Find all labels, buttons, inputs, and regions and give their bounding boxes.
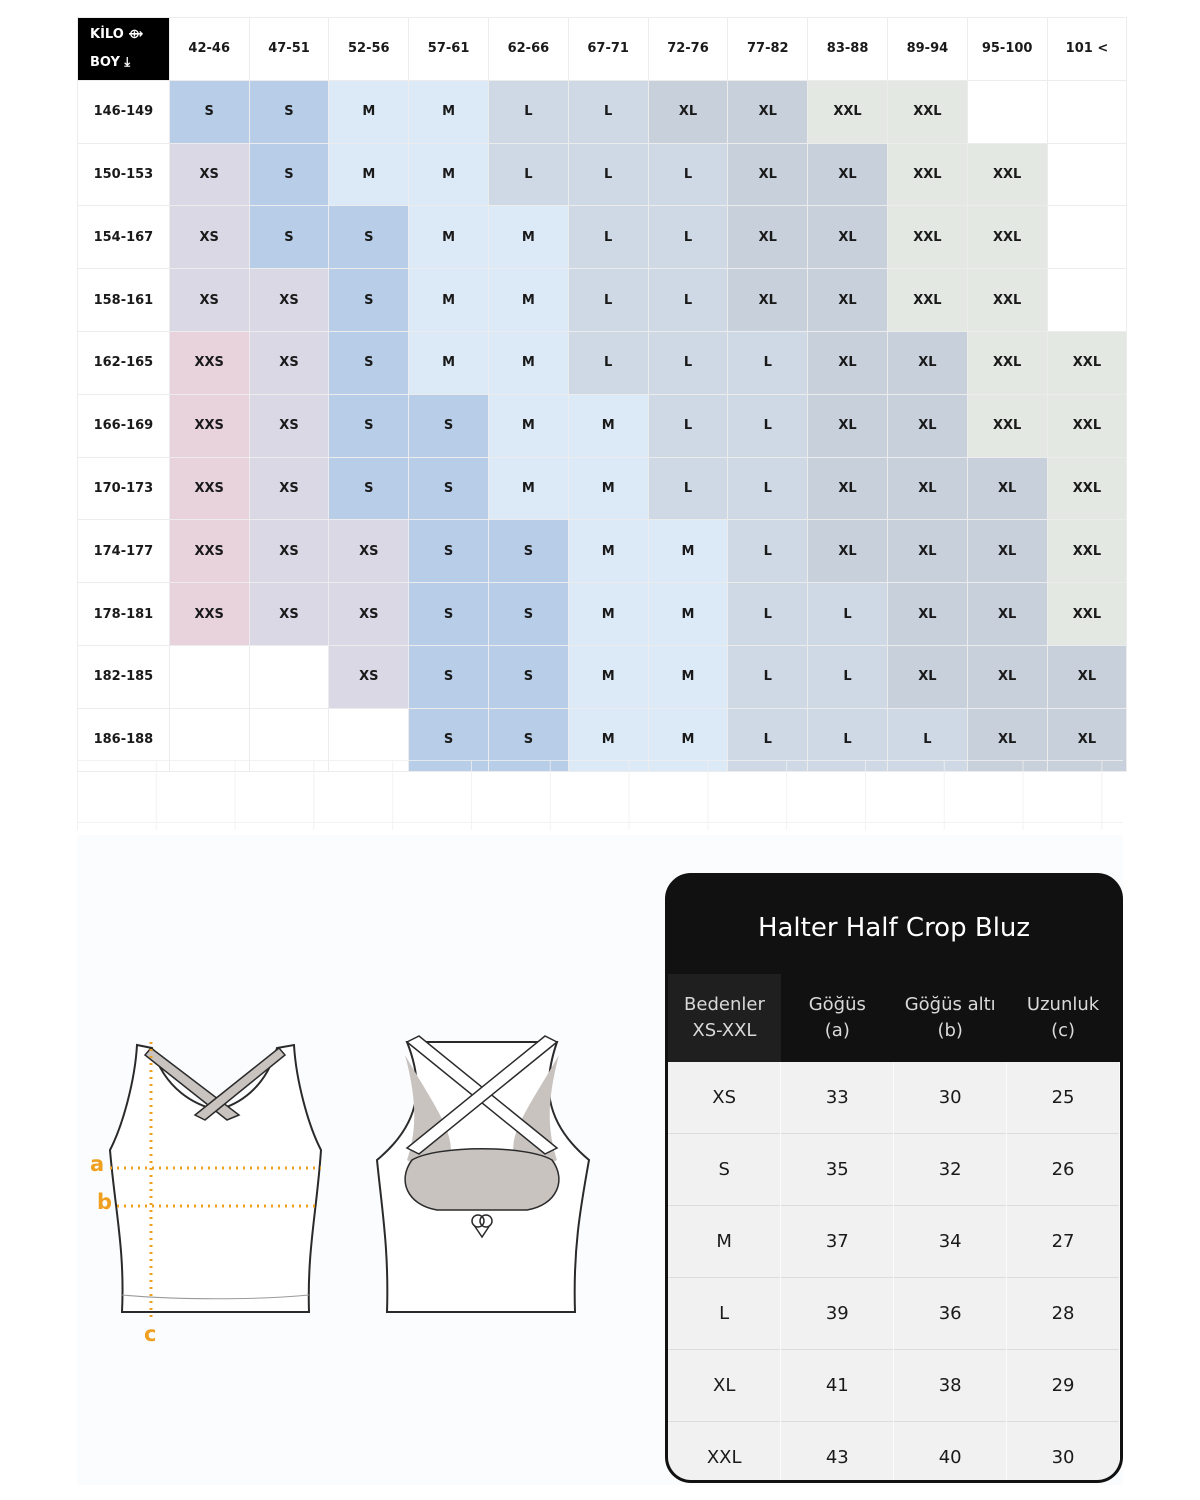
size-cell: L bbox=[728, 583, 808, 646]
size-cell: XL bbox=[967, 708, 1047, 771]
size-cell: XXL bbox=[1047, 457, 1127, 520]
weight-column-header: 89-94 bbox=[887, 18, 967, 81]
measurement-cell-a: 39 bbox=[781, 1278, 894, 1350]
size-cell: M bbox=[568, 457, 648, 520]
size-cell: M bbox=[648, 645, 728, 708]
size-cell: L bbox=[728, 520, 808, 583]
size-cell: M bbox=[409, 269, 489, 332]
grid-row bbox=[78, 331, 1127, 394]
size-cell: XXL bbox=[1047, 331, 1127, 394]
measurement-cell-a: 41 bbox=[781, 1350, 894, 1422]
size-cell: XL bbox=[728, 269, 808, 332]
size-grid bbox=[77, 17, 1127, 772]
measurement-row bbox=[668, 1422, 1120, 1484]
size-cell: XL bbox=[887, 645, 967, 708]
size-cell: XXL bbox=[1047, 520, 1127, 583]
measurement-row bbox=[668, 1062, 1120, 1134]
size-cell: XL bbox=[967, 457, 1047, 520]
measurement-column-header bbox=[668, 974, 781, 1062]
measurement-cell-c: 28 bbox=[1007, 1278, 1120, 1350]
size-cell: XL bbox=[728, 143, 808, 206]
size-cell: XL bbox=[808, 457, 888, 520]
measurement-cell-b: 38 bbox=[894, 1350, 1007, 1422]
kilo-label: KİLO ⟴ bbox=[90, 26, 144, 42]
size-cell: L bbox=[568, 206, 648, 269]
height-row-label: 182-185 bbox=[78, 645, 170, 708]
measurement-cell-b: 34 bbox=[894, 1206, 1007, 1278]
size-cell: S bbox=[409, 457, 489, 520]
size-cell: XS bbox=[249, 394, 329, 457]
height-row-label: 166-169 bbox=[78, 394, 170, 457]
size-cell: XL bbox=[728, 80, 808, 143]
measurement-cell-b: 40 bbox=[894, 1422, 1007, 1484]
size-cell: S bbox=[329, 394, 409, 457]
size-cell: L bbox=[808, 583, 888, 646]
size-cell: XL bbox=[808, 331, 888, 394]
size-cell: XS bbox=[329, 583, 409, 646]
height-row-label: 150-153 bbox=[78, 143, 170, 206]
header-line-1: Göğüs bbox=[808, 994, 866, 1015]
size-cell: M bbox=[409, 331, 489, 394]
size-cell: L bbox=[648, 331, 728, 394]
size-cell: S bbox=[249, 206, 329, 269]
size-cell: L bbox=[728, 708, 808, 771]
size-cell: S bbox=[409, 583, 489, 646]
size-cell: XL bbox=[967, 520, 1047, 583]
grid-row bbox=[78, 457, 1127, 520]
measurement-row bbox=[668, 1206, 1120, 1278]
size-cell bbox=[1047, 80, 1127, 143]
height-row-label: 154-167 bbox=[78, 206, 170, 269]
weight-column-header: 72-76 bbox=[648, 18, 728, 81]
size-cell: M bbox=[488, 394, 568, 457]
measurement-cell-c: 25 bbox=[1007, 1062, 1120, 1134]
size-cell: XL bbox=[967, 645, 1047, 708]
grid-row bbox=[78, 206, 1127, 269]
size-cell: S bbox=[329, 269, 409, 332]
measurement-cell-c: 30 bbox=[1007, 1422, 1120, 1484]
size-cell: XL bbox=[808, 206, 888, 269]
grid-row bbox=[78, 80, 1127, 143]
weight-column-header: 57-61 bbox=[409, 18, 489, 81]
header-line-2: XS-XXL bbox=[692, 1020, 757, 1041]
size-cell: XS bbox=[249, 269, 329, 332]
size-cell: M bbox=[568, 394, 648, 457]
grid-corner-label bbox=[78, 18, 170, 81]
measurement-header-row bbox=[668, 974, 1120, 1062]
measurement-card bbox=[665, 873, 1123, 1483]
size-cell bbox=[1047, 143, 1127, 206]
size-cell: XXS bbox=[169, 331, 249, 394]
measurement-row bbox=[668, 1350, 1120, 1422]
size-cell: L bbox=[568, 331, 648, 394]
size-cell: XL bbox=[728, 206, 808, 269]
measurement-cell-c: 27 bbox=[1007, 1206, 1120, 1278]
weight-column-header: 83-88 bbox=[808, 18, 888, 81]
measurement-cell-a: 37 bbox=[781, 1206, 894, 1278]
size-cell: XS bbox=[249, 331, 329, 394]
weight-column-header: 95-100 bbox=[967, 18, 1047, 81]
measurement-cell-size: XS bbox=[668, 1062, 781, 1134]
grid-header-row bbox=[78, 18, 1127, 81]
header-line-2: (b) bbox=[937, 1020, 963, 1041]
size-cell: XS bbox=[169, 143, 249, 206]
size-cell: M bbox=[648, 520, 728, 583]
size-cell: XL bbox=[887, 520, 967, 583]
size-cell: S bbox=[488, 583, 568, 646]
size-cell: XXS bbox=[169, 520, 249, 583]
height-row-label: 186-188 bbox=[78, 708, 170, 771]
measurement-row bbox=[668, 1278, 1120, 1350]
height-row-label: 162-165 bbox=[78, 331, 170, 394]
size-cell: M bbox=[568, 520, 648, 583]
size-cell: S bbox=[488, 520, 568, 583]
size-cell: XXS bbox=[169, 457, 249, 520]
measurement-column-header bbox=[894, 974, 1007, 1062]
size-cell bbox=[169, 645, 249, 708]
size-cell bbox=[967, 80, 1047, 143]
measurement-cell-a: 35 bbox=[781, 1134, 894, 1206]
size-cell: M bbox=[568, 708, 648, 771]
size-cell: M bbox=[409, 143, 489, 206]
measurement-cell-b: 36 bbox=[894, 1278, 1007, 1350]
size-cell: M bbox=[488, 331, 568, 394]
size-cell: L bbox=[808, 645, 888, 708]
measure-label-c: c bbox=[144, 1322, 157, 1346]
size-cell: XXL bbox=[967, 331, 1047, 394]
size-cell: S bbox=[488, 645, 568, 708]
size-cell: M bbox=[568, 645, 648, 708]
size-cell: L bbox=[488, 143, 568, 206]
measurement-cell-b: 32 bbox=[894, 1134, 1007, 1206]
size-cell: XS bbox=[329, 645, 409, 708]
header-line-1: Uzunluk bbox=[1026, 994, 1100, 1015]
size-cell: M bbox=[409, 206, 489, 269]
size-cell: XXL bbox=[967, 269, 1047, 332]
size-cell: XS bbox=[169, 206, 249, 269]
header-line-1: Bedenler bbox=[684, 994, 765, 1015]
size-cell: M bbox=[648, 583, 728, 646]
size-cell: S bbox=[409, 645, 489, 708]
size-cell: XL bbox=[648, 80, 728, 143]
measurement-column-header bbox=[781, 974, 894, 1062]
size-cell: XL bbox=[887, 394, 967, 457]
measurement-column-header bbox=[1007, 974, 1120, 1062]
grid-empty-area bbox=[77, 760, 1123, 830]
size-cell: L bbox=[648, 394, 728, 457]
size-cell: XS bbox=[249, 457, 329, 520]
size-cell: S bbox=[329, 331, 409, 394]
size-cell: L bbox=[728, 394, 808, 457]
grid-row bbox=[78, 520, 1127, 583]
height-row-label: 178-181 bbox=[78, 583, 170, 646]
measurement-cell-size: M bbox=[668, 1206, 781, 1278]
height-row-label: 146-149 bbox=[78, 80, 170, 143]
size-cell: M bbox=[329, 80, 409, 143]
header-line-2: (c) bbox=[1051, 1020, 1076, 1041]
size-cell: XL bbox=[1047, 645, 1127, 708]
weight-column-header: 47-51 bbox=[249, 18, 329, 81]
garment-diagram bbox=[77, 1020, 637, 1350]
size-cell: XS bbox=[329, 520, 409, 583]
size-cell: M bbox=[409, 80, 489, 143]
size-cell: L bbox=[728, 331, 808, 394]
back-view bbox=[377, 1036, 589, 1312]
height-row-label: 174-177 bbox=[78, 520, 170, 583]
height-row-label: 158-161 bbox=[78, 269, 170, 332]
size-cell: L bbox=[648, 457, 728, 520]
size-cell: XXS bbox=[169, 394, 249, 457]
product-title: Halter Half Crop Bluz bbox=[757, 913, 1031, 943]
size-cell: XXL bbox=[967, 394, 1047, 457]
grid-row bbox=[78, 394, 1127, 457]
size-cell: XL bbox=[808, 520, 888, 583]
size-cell: XXS bbox=[169, 583, 249, 646]
size-cell: L bbox=[648, 143, 728, 206]
size-cell: XXL bbox=[1047, 583, 1127, 646]
size-cell: XL bbox=[808, 394, 888, 457]
size-cell: XXL bbox=[1047, 394, 1127, 457]
grid-row bbox=[78, 269, 1127, 332]
size-cell: M bbox=[648, 708, 728, 771]
size-cell: XL bbox=[808, 143, 888, 206]
size-cell: XL bbox=[967, 583, 1047, 646]
header-line-1: Göğüs altı bbox=[904, 994, 996, 1015]
size-cell: L bbox=[648, 206, 728, 269]
size-cell: S bbox=[409, 708, 489, 771]
measurement-cell-a: 33 bbox=[781, 1062, 894, 1134]
size-cell: XL bbox=[1047, 708, 1127, 771]
measurement-cell-c: 26 bbox=[1007, 1134, 1120, 1206]
measurement-cell-b: 30 bbox=[894, 1062, 1007, 1134]
weight-column-header: 62-66 bbox=[488, 18, 568, 81]
size-cell: XXL bbox=[967, 206, 1047, 269]
size-cell: XL bbox=[887, 457, 967, 520]
size-cell bbox=[249, 645, 329, 708]
measure-label-a: a bbox=[90, 1152, 105, 1176]
measurement-cell-a: 43 bbox=[781, 1422, 894, 1484]
size-cell bbox=[1047, 206, 1127, 269]
size-cell: XS bbox=[249, 520, 329, 583]
size-cell bbox=[1047, 269, 1127, 332]
size-cell: XS bbox=[249, 583, 329, 646]
front-view bbox=[110, 1042, 321, 1320]
measurement-row bbox=[668, 1134, 1120, 1206]
weight-column-header: 52-56 bbox=[329, 18, 409, 81]
weight-column-header: 67-71 bbox=[568, 18, 648, 81]
size-cell: L bbox=[728, 457, 808, 520]
size-cell: XXL bbox=[887, 80, 967, 143]
size-cell: S bbox=[249, 143, 329, 206]
weight-column-header: 101 < bbox=[1047, 18, 1127, 81]
size-cell: L bbox=[648, 269, 728, 332]
size-cell: XXL bbox=[887, 143, 967, 206]
measurement-cell-size: XXL bbox=[668, 1422, 781, 1484]
measurement-cell-c: 29 bbox=[1007, 1350, 1120, 1422]
size-cell: S bbox=[329, 206, 409, 269]
size-cell: L bbox=[568, 269, 648, 332]
size-cell: XXL bbox=[967, 143, 1047, 206]
size-cell: L bbox=[488, 80, 568, 143]
size-cell: XL bbox=[808, 269, 888, 332]
measurement-cell-size: XL bbox=[668, 1350, 781, 1422]
size-cell: XS bbox=[169, 269, 249, 332]
boy-label: BOY ⤓ bbox=[90, 54, 131, 70]
size-cell: M bbox=[568, 583, 648, 646]
size-cell: XXL bbox=[808, 80, 888, 143]
header-line-2: (a) bbox=[824, 1020, 850, 1041]
size-cell: S bbox=[169, 80, 249, 143]
size-cell: XL bbox=[887, 331, 967, 394]
measure-label-b: b bbox=[97, 1190, 113, 1214]
size-cell: M bbox=[488, 206, 568, 269]
size-cell: L bbox=[808, 708, 888, 771]
size-cell: XXL bbox=[887, 269, 967, 332]
measurement-cell-size: L bbox=[668, 1278, 781, 1350]
size-cell: M bbox=[488, 457, 568, 520]
size-cell: S bbox=[409, 394, 489, 457]
size-cell: S bbox=[249, 80, 329, 143]
size-cell: XXL bbox=[887, 206, 967, 269]
size-cell: S bbox=[329, 457, 409, 520]
grid-row bbox=[78, 583, 1127, 646]
measurement-table bbox=[668, 974, 1120, 1483]
weight-column-header: 42-46 bbox=[169, 18, 249, 81]
size-cell: XL bbox=[887, 583, 967, 646]
measurement-cell-size: S bbox=[668, 1134, 781, 1206]
size-cell: M bbox=[488, 269, 568, 332]
size-cell: S bbox=[409, 520, 489, 583]
size-cell: L bbox=[887, 708, 967, 771]
size-cell: M bbox=[329, 143, 409, 206]
height-row-label: 170-173 bbox=[78, 457, 170, 520]
grid-row bbox=[78, 143, 1127, 206]
size-cell: L bbox=[568, 80, 648, 143]
size-cell: L bbox=[728, 645, 808, 708]
size-cell: S bbox=[488, 708, 568, 771]
size-cell: L bbox=[568, 143, 648, 206]
grid-row bbox=[78, 645, 1127, 708]
weight-column-header: 77-82 bbox=[728, 18, 808, 81]
